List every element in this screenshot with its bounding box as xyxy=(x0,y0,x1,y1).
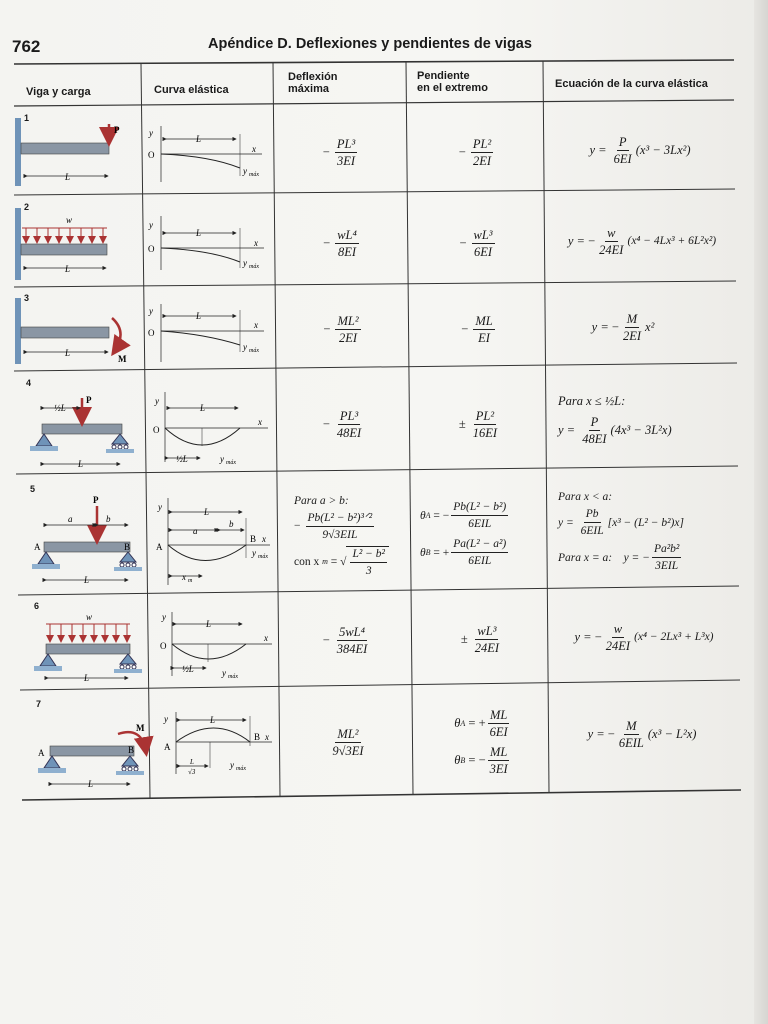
max-deflection-2: − $\frac{\text{wL⁴}}{8EI}$ xyxy=(323,227,357,259)
header-curve: Curva elástica xyxy=(154,84,229,96)
elastic-curve-figure xyxy=(153,392,268,466)
svg-text:m: m xyxy=(188,578,193,584)
end-slope-7: θ A = + $\frac{ML}{6EI}$ θ B = − $\frac{ML}{3EI}$ xyxy=(454,708,508,776)
elastic-curve-figure xyxy=(148,216,264,270)
svg-text:L: L xyxy=(204,507,210,517)
simply-supported-distributed-load-figure xyxy=(34,612,142,683)
svg-text:L: L xyxy=(206,619,212,629)
svg-text:máx: máx xyxy=(249,348,259,354)
svg-text:b: b xyxy=(106,514,111,524)
row-number: 6 xyxy=(34,601,40,611)
svg-text:y: y xyxy=(252,548,256,558)
cantilever-moment-figure xyxy=(15,298,127,364)
simply-supported-end-moment-figure xyxy=(38,723,146,789)
svg-text:B: B xyxy=(128,745,135,755)
svg-text:máx: máx xyxy=(228,674,238,680)
row-number: 3 xyxy=(24,293,30,303)
svg-text:máx: máx xyxy=(226,460,236,466)
cantilever-point-load-figure xyxy=(15,118,120,186)
span-label: L xyxy=(65,264,71,274)
svg-text:y: y xyxy=(149,128,153,138)
svg-text:½L: ½L xyxy=(176,454,188,464)
svg-text:b: b xyxy=(229,519,234,529)
svg-text:y: y xyxy=(162,612,166,622)
svg-text:máx: máx xyxy=(236,766,246,772)
svg-text:y: y xyxy=(243,342,247,352)
max-deflection-4: − $\frac{\text{PL³}}{48EI}$ xyxy=(322,408,362,440)
svg-text:L: L xyxy=(196,228,202,238)
svg-text:y: y xyxy=(222,668,226,678)
svg-text:O: O xyxy=(160,641,167,651)
load-label: M xyxy=(118,354,127,364)
svg-text:y: y xyxy=(230,760,234,770)
span-label: L xyxy=(65,172,71,182)
svg-text:x: x xyxy=(264,633,268,643)
svg-text:máx: máx xyxy=(249,264,259,270)
load-label: P xyxy=(93,495,99,505)
span-label: L xyxy=(88,779,94,789)
simply-supported-offset-load-figure xyxy=(32,495,142,585)
svg-text:B: B xyxy=(254,732,261,742)
svg-text:L: L xyxy=(196,311,202,321)
svg-text:L: L xyxy=(190,758,194,766)
svg-text:y: y xyxy=(158,502,162,512)
load-label: w xyxy=(86,612,93,622)
simply-supported-center-load-figure xyxy=(30,395,134,469)
svg-text:O: O xyxy=(148,244,155,254)
svg-text:A: A xyxy=(156,542,163,552)
end-slope-4: ± $\frac{\text{PL²}}{16EI}$ xyxy=(458,408,498,440)
elastic-equation-7: y = − M 6EIL (x³ − L²x) xyxy=(587,718,697,750)
elastic-equation-6: y = − $\frac{w}{24EI}$ (x⁴ − 2Lx³ + L³x) xyxy=(574,621,714,653)
elastic-curve-figure xyxy=(156,498,270,585)
svg-text:y: y xyxy=(220,454,224,464)
svg-text:y: y xyxy=(149,220,153,230)
svg-text:y: y xyxy=(155,396,159,406)
elastic-curve-figure xyxy=(160,612,272,680)
end-slope-3: − $\frac{ML}{EI}$ xyxy=(461,313,493,345)
svg-text:x: x xyxy=(254,238,258,248)
max-deflection-3: − $\frac{\text{ML²}}{2EI}$ xyxy=(323,313,359,345)
svg-text:A: A xyxy=(34,542,41,552)
svg-text:L: L xyxy=(210,715,216,725)
load-label: P xyxy=(86,395,92,405)
row-number: 5 xyxy=(30,484,36,494)
load-label: P xyxy=(114,125,120,135)
span-label: L xyxy=(78,459,84,469)
svg-text:x: x xyxy=(262,534,266,544)
max-deflection-6: − $\frac{\text{5wL⁴}}{384EI}$ xyxy=(322,624,368,656)
max-deflection-5: Para a > b: − Pb(L² − b²)³ᐟ² 9√3EIL con x m = √ $\frac{\text{L² − b²}}{3}$ xyxy=(294,484,412,588)
svg-text:x: x xyxy=(254,320,258,330)
header-beam: Viga y carga xyxy=(26,86,91,98)
svg-text:O: O xyxy=(148,150,155,160)
elastic-equation-2: y = − $\frac{w}{24EI}$ (x⁴ − 4Lx³ + 6L²x²) xyxy=(567,225,717,257)
svg-text:a: a xyxy=(68,514,73,524)
elastic-curve-figure xyxy=(148,304,264,362)
elastic-equation-4: Para x ≤ ½L: y = $\frac{P}{48EI}$ (4x³ − 3L²x) xyxy=(558,394,672,446)
svg-text:x: x xyxy=(252,144,256,154)
svg-text:y: y xyxy=(243,258,247,268)
svg-text:x: x xyxy=(258,417,262,427)
end-slope-6: ± $\frac{\text{wL³}}{24EI}$ xyxy=(460,623,500,655)
header-equation: Ecuación de la curva elástica xyxy=(555,78,708,90)
svg-text:y: y xyxy=(164,714,168,724)
span-label: L xyxy=(65,348,71,358)
header-slope: Pendiente en el extremo xyxy=(417,70,488,94)
end-slope-5: θ A = − Pb(L² − b²) 6EIL θ B = + Pa(L² − a²) 6EIL xyxy=(420,501,507,567)
header-deflection: Deflexión máxima xyxy=(288,71,338,95)
svg-text:x: x xyxy=(265,732,269,742)
load-label: w xyxy=(66,215,73,225)
end-slope-1: − $\frac{\text{PL²}}{2EI}$ xyxy=(458,136,492,168)
svg-text:y: y xyxy=(149,306,153,316)
svg-text:L: L xyxy=(196,134,202,144)
elastic-equation-1: y = $\frac{P}{6EI}$ (x³ − 3Lx²) xyxy=(589,134,691,166)
svg-text:½L: ½L xyxy=(182,664,194,674)
span-label: L xyxy=(84,575,90,585)
svg-text:O: O xyxy=(148,328,155,338)
svg-text:x: x xyxy=(182,572,186,582)
elastic-curve-figure xyxy=(148,126,262,182)
elastic-curve-figure xyxy=(163,712,272,776)
half-span-label: ½L xyxy=(54,403,66,413)
max-deflection-7: ML² 9√3EI xyxy=(332,726,364,758)
svg-text:máx: máx xyxy=(258,554,268,560)
svg-text:L: L xyxy=(200,403,206,413)
svg-text:B: B xyxy=(250,534,257,544)
span-label: L xyxy=(84,673,90,683)
load-label: M xyxy=(136,723,145,733)
row-number: 1 xyxy=(24,113,30,123)
svg-text:B: B xyxy=(124,542,131,552)
svg-text:y: y xyxy=(243,166,247,176)
row-number: 7 xyxy=(36,699,42,709)
elastic-equation-3: y = − $\frac{M}{2EI}$ x² xyxy=(591,311,655,343)
svg-text:√3: √3 xyxy=(188,768,196,776)
page-title: Apéndice D. Deflexiones y pendientes de vigas xyxy=(208,36,532,52)
svg-text:A: A xyxy=(164,742,171,752)
max-deflection-1: − $\frac{\text{PL³}}{3EI}$ xyxy=(322,136,356,168)
svg-text:máx: máx xyxy=(249,172,259,178)
row-number: 4 xyxy=(26,378,32,388)
cantilever-distributed-load-figure xyxy=(15,208,107,280)
row-number: 2 xyxy=(24,202,30,212)
svg-text:A: A xyxy=(38,748,45,758)
end-slope-2: − $\frac{\text{wL³}}{6EI}$ xyxy=(459,227,493,259)
svg-text:a: a xyxy=(193,526,198,536)
elastic-equation-5: Para x < a: y = Pb 6EIL [x³ − (L² − b²)x] Para x = a: y = − Pa²b² 3EIL xyxy=(558,491,684,572)
svg-text:O: O xyxy=(153,425,160,435)
page-number: 762 xyxy=(12,37,41,56)
